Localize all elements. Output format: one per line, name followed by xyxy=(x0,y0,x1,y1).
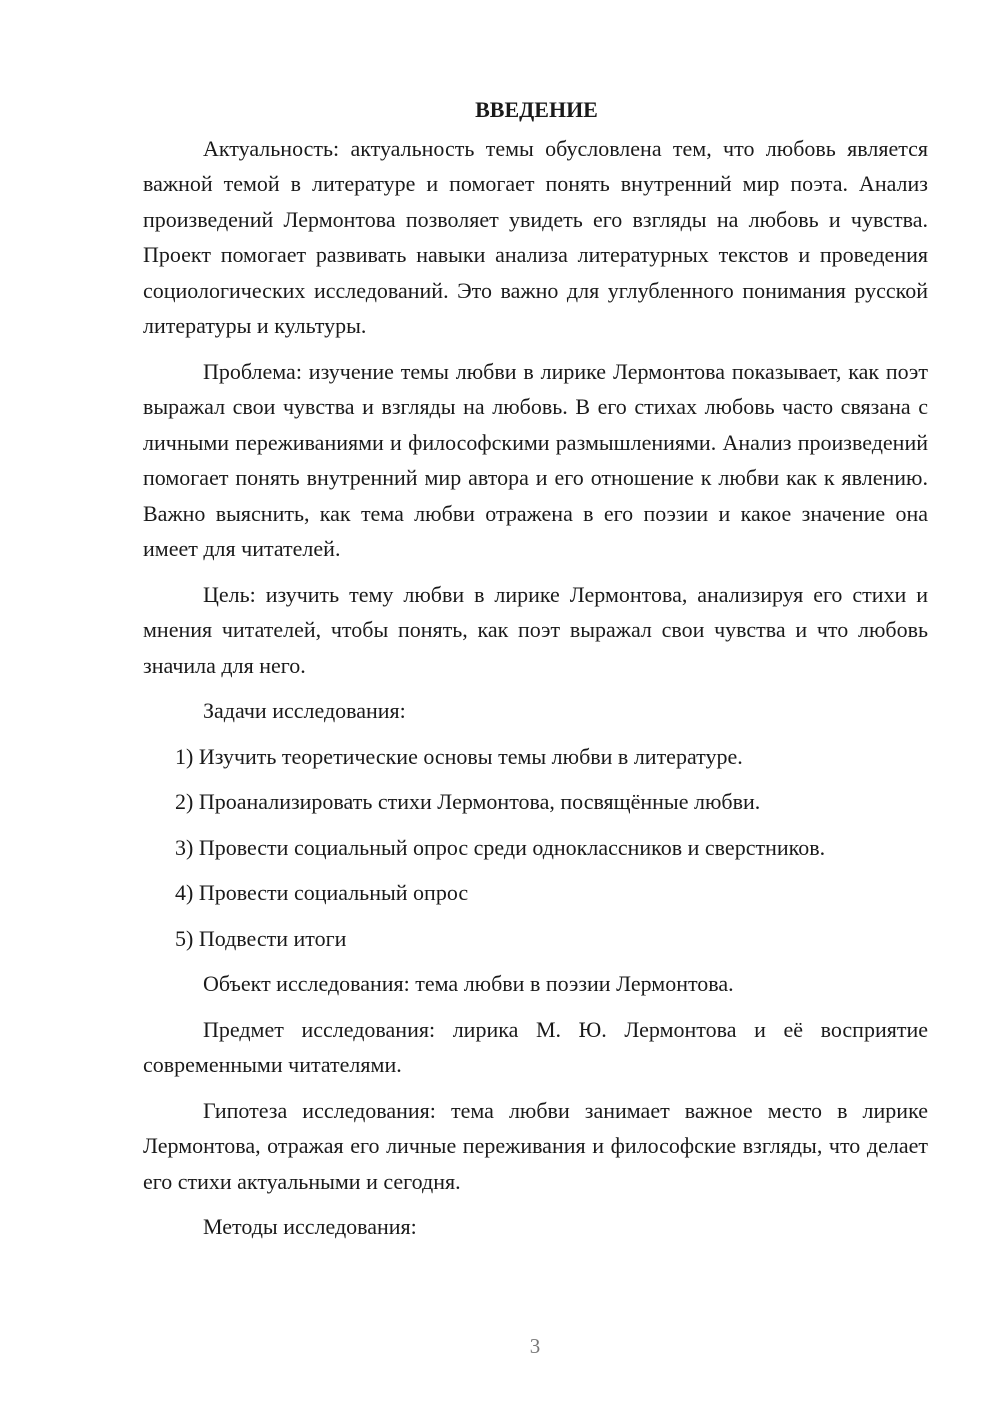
task-item: 4) Провести социальный опрос xyxy=(175,880,469,905)
task-item: 3) Провести социальный опрос среди одноклассников и сверстников. xyxy=(175,834,826,860)
subject-paragraph: Предмет исследования: лирика М. Ю. Лермонтова и её восприятие современными читателями. xyxy=(143,1016,928,1077)
page-title: ВВЕДЕНИЕ xyxy=(475,97,598,122)
object-paragraph: Объект исследования: тема любви в поэзии Лермонтова. xyxy=(203,971,734,996)
tasks-heading: Задачи исследования: xyxy=(203,698,406,723)
document-page xyxy=(143,92,928,1255)
page-number: 3 xyxy=(529,1334,541,1358)
task-item: 2) Проанализировать стихи Лермонтова, посвящённые любви. xyxy=(175,789,761,814)
task-item: 5) Подвести итоги xyxy=(175,925,347,951)
hypothesis-paragraph: Гипотеза исследования: тема любви занимает важное место в лирике Лермонтова, отражая его личные переживания и философские взгляды, что делает его стихи актуальными и сегодня. xyxy=(143,1097,928,1194)
goal-paragraph: Цель: изучить тему любви в лирике Лермонтова, анализируя его стихи и мнения читателей, чтобы понять, как поэт выражал свои чувства и что любовь значила для него. xyxy=(143,581,928,678)
task-item: 1) Изучить теоретические основы темы любви в литературе. xyxy=(175,743,743,769)
methods-heading: Методы исследования: xyxy=(203,1214,417,1239)
relevance-paragraph: Актуальность: актуальность темы обусловлена тем, что любовь является важной темой в литературе и помогает понять внутренний мир поэта. Анализ произведений Лермонтова позволяет увидеть его взгляды на любовь и чувства. Проект помогает развивать навыки анализа литературных текстов и проведения социологических исследований. Это важно для углубленного понимания русской литературы и культуры. xyxy=(143,135,928,338)
problem-paragraph: Проблема: изучение темы любви в лирике Лермонтова показывает, как поэт выражал свои чувства и взгляды на любовь. В его стихах любовь часто связана с личными переживаниями и философскими размышлениями. Анализ произведений помогает понять внутренний мир автора и его отношение к любви как к явлению. Важно выяснить, как тема любви отражена в его поэзии и какое значение она имеет для читателей. xyxy=(143,358,928,561)
